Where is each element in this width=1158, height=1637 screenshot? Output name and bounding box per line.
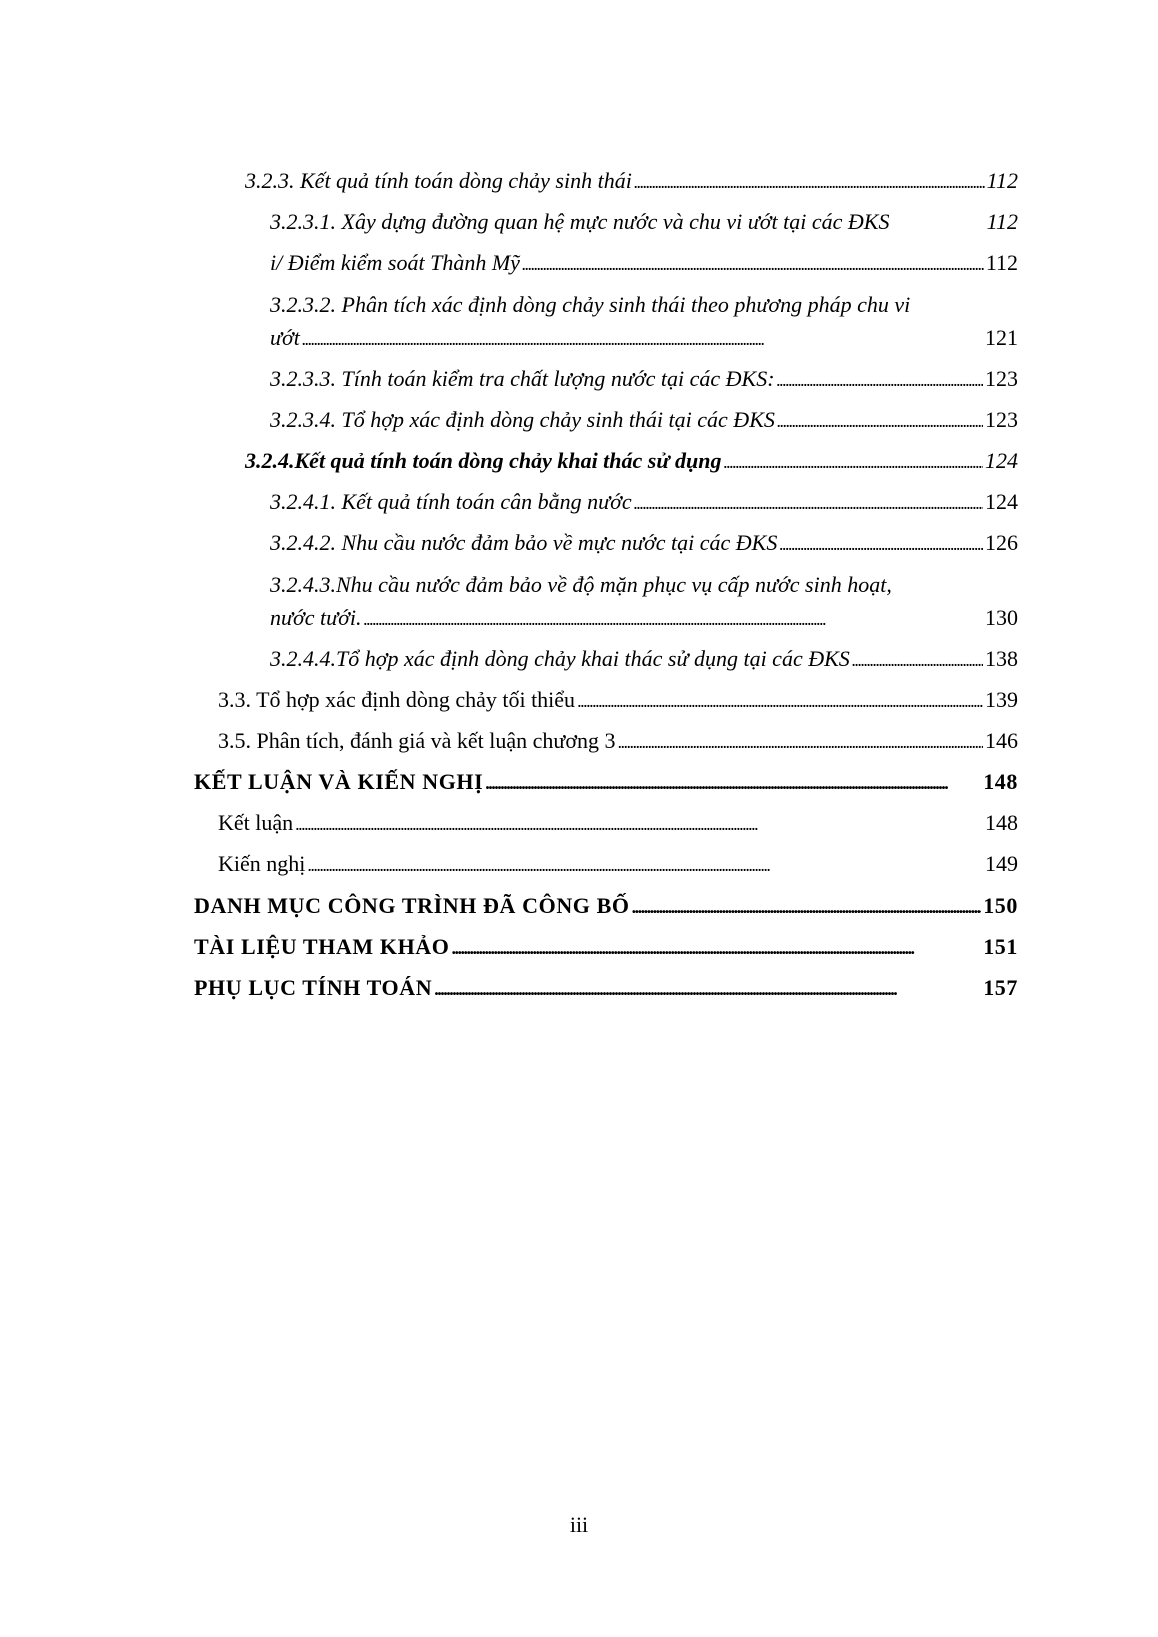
dot-leader <box>577 679 983 722</box>
dot-leader <box>724 440 983 483</box>
toc-entry[interactable] <box>270 358 1018 399</box>
toc-entry-title: 3.3. Tổ hợp xác định dòng chảy tối thiểu <box>218 686 576 712</box>
toc-entry-title: 3.2.3. Kết quả tính toán dòng chảy sinh thái <box>245 168 632 193</box>
toc-entry-title: 3.2.4.1. Kết quả tính toán cân bằng nước <box>270 489 632 515</box>
toc-entry-page: 112 <box>986 209 1018 235</box>
toc-entry[interactable] <box>270 284 1018 358</box>
dot-leader <box>777 399 983 442</box>
toc-entry[interactable] <box>194 885 1018 926</box>
toc-entry[interactable] <box>245 440 1018 481</box>
toc-entry-page: 121 <box>985 324 1018 350</box>
toc-entry-page: 112 <box>986 168 1018 193</box>
toc-entry-title: 3.2.4.2. Nhu cầu nước đảm bảo về mực nước tại các ĐKS <box>270 530 778 556</box>
toc-entry-title: 3.2.4.3.Nhu cầu nước đảm bảo về độ mặn phục vụ cấp nước sinh hoạt, <box>270 571 892 597</box>
toc-entry-title: 3.5. Phân tích, đánh giá và kết luận chương 3 <box>218 727 616 753</box>
toc-entry[interactable] <box>218 843 1018 884</box>
toc-entry[interactable] <box>270 522 1018 563</box>
dot-leader <box>617 720 983 763</box>
toc-entry-title-cont: nước tưới. <box>270 604 362 630</box>
toc-entry-page: 112 <box>985 250 1018 276</box>
dot-leader <box>307 843 983 886</box>
dot-leader <box>485 761 981 804</box>
toc-entry[interactable] <box>270 201 1018 242</box>
dot-leader <box>632 885 982 928</box>
toc-entry-page: 149 <box>985 851 1018 877</box>
toc-entry-title-cont: ướt <box>270 324 300 350</box>
toc-entry-page: 130 <box>985 604 1018 630</box>
toc-entry-page: 150 <box>983 892 1018 918</box>
dot-leader <box>452 926 982 969</box>
toc-entry-page: 138 <box>985 645 1018 671</box>
toc-entry-page: 126 <box>985 530 1018 556</box>
page-number: iii <box>569 1512 589 1537</box>
toc-entry[interactable] <box>218 720 1018 761</box>
toc-entry-page: 124 <box>985 447 1018 473</box>
toc-entry-page: 123 <box>985 365 1018 391</box>
toc-entry-title: 3.2.3.2. Phân tích xác định dòng chảy sinh thái theo phương pháp chu vi <box>270 291 911 317</box>
dot-leader <box>522 242 984 285</box>
toc-entry-page: 146 <box>985 727 1018 753</box>
toc-entry-page: 139 <box>985 686 1018 712</box>
toc-entry[interactable] <box>270 564 1018 638</box>
toc-entry-title: DANH MỤC CÔNG TRÌNH ĐÃ CÔNG BỐ <box>194 892 630 918</box>
dot-leader <box>634 481 983 524</box>
toc-entry-title: 3.2.3.1. Xây dựng đường quan hệ mực nước và chu vi ướt tại các ĐKS <box>270 209 890 235</box>
toc-entry-page: 123 <box>985 406 1018 432</box>
toc-entry[interactable] <box>270 481 1018 522</box>
dot-leader <box>852 638 983 681</box>
toc-entry-title: Kết luận <box>218 810 294 836</box>
toc-entry-title: PHỤ LỤC TÍNH TOÁN <box>194 975 433 1000</box>
toc-entry-page: 124 <box>985 489 1018 515</box>
toc-entry-title: 3.2.4.Kết quả tính toán dòng chảy khai thác sử dụng <box>245 447 722 473</box>
toc-entry[interactable] <box>245 160 1018 201</box>
toc-entry-page: 148 <box>985 810 1018 836</box>
toc-entry[interactable] <box>194 761 1018 802</box>
toc-entry-title: i/ Điểm kiểm soát Thành Mỹ <box>270 250 520 276</box>
toc-entry-title: TÀI LIỆU THAM KHẢO <box>194 933 450 959</box>
toc-entry[interactable] <box>194 926 1018 967</box>
toc-entry[interactable] <box>218 802 1018 843</box>
toc-entry[interactable] <box>194 967 1018 1008</box>
toc-entry-title: 3.2.3.3. Tính toán kiểm tra chất lượng nước tại các ĐKS: <box>270 365 775 391</box>
toc-entry[interactable] <box>270 399 1018 440</box>
toc-entry-title: Kiến nghị <box>218 851 306 877</box>
toc-entry[interactable] <box>270 242 1018 283</box>
dot-leader <box>363 601 983 636</box>
dot-leader <box>777 358 983 401</box>
toc-entry-page: 157 <box>983 975 1018 1000</box>
toc-entry-page: 151 <box>983 933 1018 959</box>
toc-entry-title: KẾT LUẬN VÀ KIẾN NGHỊ <box>194 769 484 795</box>
toc-entry-page: 148 <box>983 769 1018 795</box>
toc-entry-title: 3.2.4.4.Tổ hợp xác định dòng chảy khai thác sử dụng tại các ĐKS <box>270 645 850 671</box>
toc-entry[interactable] <box>270 638 1018 679</box>
toc-entry[interactable] <box>218 679 1018 720</box>
table-of-contents <box>0 160 1158 1008</box>
dot-leader <box>295 802 983 845</box>
dot-leader <box>634 160 985 203</box>
dot-leader <box>434 967 981 1010</box>
dot-leader <box>302 321 983 356</box>
toc-entry-title: 3.2.3.4. Tổ hợp xác định dòng chảy sinh thái tại các ĐKS <box>270 406 775 432</box>
dot-leader <box>779 522 983 565</box>
